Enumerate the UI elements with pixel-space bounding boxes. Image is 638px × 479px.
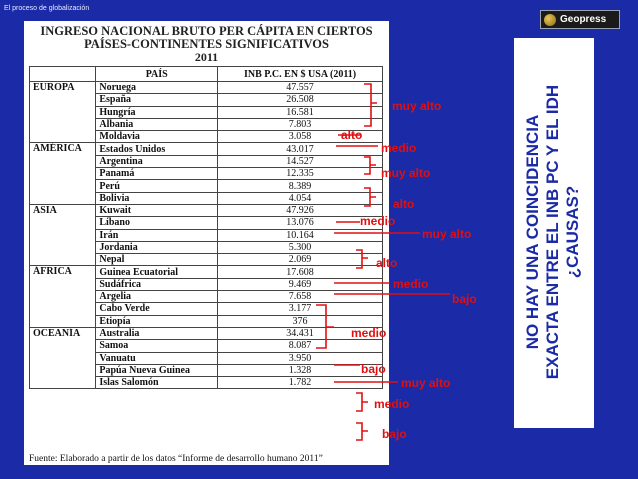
side-line-2: EXACTA ENTRE EL INB PC Y EL IDH (543, 84, 562, 380)
value-cell: 3.950 (218, 352, 383, 364)
value-cell: 26.508 (218, 94, 383, 106)
label-alto-america: alto (393, 197, 415, 211)
value-cell: 3.058 (218, 131, 383, 143)
value-cell: 47.926 (218, 204, 383, 216)
table-title-line1: INGRESO NACIONAL BRUTO PER CÁPITA EN CIERTOS (40, 24, 373, 38)
value-cell: 2.069 (218, 254, 383, 266)
value-cell: 16.581 (218, 106, 383, 118)
label-medio-asia: medio (393, 277, 429, 291)
country-cell: Papúa Nueva Guinea (96, 364, 218, 376)
country-cell: Jordania (96, 241, 218, 253)
country-cell: Samoa (96, 340, 218, 352)
country-cell: Irán (96, 229, 218, 241)
value-cell: 3.177 (218, 303, 383, 315)
country-cell: España (96, 94, 218, 106)
value-cell: 9.469 (218, 278, 383, 290)
brace-america-1 (364, 157, 376, 174)
value-cell: 7.658 (218, 291, 383, 303)
country-cell: Moldavia (96, 131, 218, 143)
label-muy-alto-europa: muy alto (392, 99, 442, 113)
country-cell: Noruega (96, 82, 218, 94)
value-cell: 43.017 (218, 143, 383, 155)
header-country: PAÍS (96, 67, 218, 82)
region-cell: OCEANÍA (30, 327, 96, 388)
value-cell: 14.527 (218, 155, 383, 167)
region-cell: AMÉRICA (30, 143, 96, 204)
value-cell: 34.431 (218, 327, 383, 339)
value-cell: 376 (218, 315, 383, 327)
value-cell: 5.300 (218, 241, 383, 253)
country-cell: Nepal (96, 254, 218, 266)
table-title-year: 2011 (194, 50, 219, 64)
label-bajo-africa: bajo (361, 362, 386, 376)
country-cell: Guinea Ecuatorial (96, 266, 218, 278)
value-cell: 8.087 (218, 340, 383, 352)
brace-africa (316, 305, 334, 348)
side-line-1: NO HAY UNA COINCIDENCIA (523, 114, 542, 350)
label-medio-europa: medio (381, 141, 417, 155)
label-bajo-oceania: bajo (382, 427, 407, 441)
value-cell: 17.608 (218, 266, 383, 278)
table-source: Fuente: Elaborado a partir de los datos “Informe de desarrollo humano 2011” (29, 454, 323, 464)
country-cell: Cabo Verde (96, 303, 218, 315)
value-cell: 4.054 (218, 192, 383, 204)
label-muy-alto-oceania: muy alto (401, 376, 451, 390)
value-cell: 10.164 (218, 229, 383, 241)
value-cell: 1.328 (218, 364, 383, 376)
country-cell: Kuwait (96, 204, 218, 216)
label-medio-africa: medio (351, 326, 387, 340)
country-cell: Islas Salomón (96, 377, 218, 389)
country-cell: Perú (96, 180, 218, 192)
country-cell: Argelia (96, 291, 218, 303)
country-cell: Panamá (96, 168, 218, 180)
country-cell: Etiopía (96, 315, 218, 327)
brace-america-2 (364, 188, 376, 206)
value-cell: 47.557 (218, 82, 383, 94)
value-cell: 8.389 (218, 180, 383, 192)
country-cell: Bolivia (96, 192, 218, 204)
country-cell: Australia (96, 327, 218, 339)
label-alto-asia: alto (376, 256, 398, 270)
label-muy-alto-america: muy alto (381, 166, 431, 180)
country-cell: Líbano (96, 217, 218, 229)
logo-text: Geopress (560, 14, 607, 25)
label-alto-europa: alto (341, 128, 363, 142)
region-cell: EUROPA (30, 82, 96, 143)
value-cell: 1.782 (218, 377, 383, 389)
region-cell: ÁFRICA (30, 266, 96, 327)
region-cell: ASIA (30, 204, 96, 265)
label-medio-america: medio (360, 214, 396, 228)
slide-caption: El proceso de globalización (4, 5, 90, 12)
country-cell: Hungría (96, 106, 218, 118)
label-muy-alto-asia: muy alto (422, 227, 472, 241)
brace-oceania-2 (356, 423, 368, 440)
header-value: INB P.C. EN $ USA (2011) (218, 67, 383, 82)
country-cell: Albania (96, 118, 218, 130)
country-cell: Argentina (96, 155, 218, 167)
label-bajo-asia: bajo (452, 292, 477, 306)
brace-oceania-1 (356, 393, 368, 411)
brace-asia (356, 250, 368, 268)
table-title-line2: PAÍSES-CONTINENTES SIGNIFICATIVOS (84, 37, 329, 51)
label-medio-oceania: medio (374, 397, 410, 411)
side-line-3: ¿CAUSAS? (563, 185, 582, 279)
country-cell: Sudáfrica (96, 278, 218, 290)
value-cell: 7.803 (218, 118, 383, 130)
side-message (523, 37, 583, 427)
value-cell: 13.076 (218, 217, 383, 229)
country-cell: Estados Unidos (96, 143, 218, 155)
country-cell: Vanuatu (96, 352, 218, 364)
value-cell: 12.335 (218, 168, 383, 180)
brace-europe-high (364, 84, 377, 126)
